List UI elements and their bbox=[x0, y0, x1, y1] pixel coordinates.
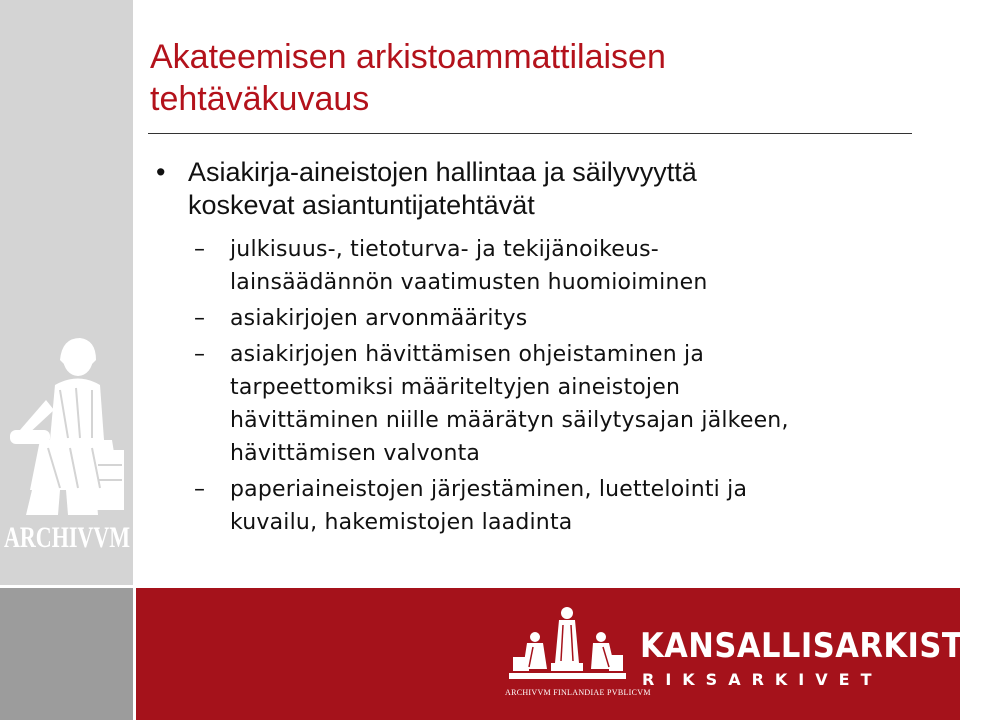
sub-item-appraisal bbox=[150, 302, 940, 335]
dash-icon: – bbox=[194, 477, 206, 502]
sub-item-legislation bbox=[150, 233, 940, 299]
sub-list bbox=[150, 233, 940, 539]
sub-item-line: paperiaineistojen järjestäminen, luettelointi ja bbox=[230, 477, 748, 502]
sub-item-line: kuvailu, hakemistojen laadinta bbox=[230, 510, 573, 535]
bullet-item bbox=[150, 156, 940, 222]
sub-item-arrangement bbox=[150, 473, 940, 539]
sub-item-disposal bbox=[150, 338, 940, 470]
archivum-emblem-icon bbox=[505, 603, 630, 698]
slide-content bbox=[150, 156, 940, 542]
bullet-line-2: koskevat asiantuntijatehtävät bbox=[188, 190, 535, 220]
sub-item-line: tarpeettomiksi määriteltyjen aineistojen bbox=[230, 375, 681, 400]
dash-icon: – bbox=[194, 342, 206, 367]
dash-icon: – bbox=[194, 237, 206, 262]
footer-gray-block bbox=[0, 588, 133, 720]
title-line-1: Akateemisen arkistoammattilaisen bbox=[150, 38, 666, 76]
brand-name: KANSALLISARKISTO bbox=[640, 626, 990, 666]
bullet-dot-icon: • bbox=[156, 157, 166, 187]
sub-item-line: asiakirjojen hävittämisen ohjeistaminen ja bbox=[230, 342, 705, 367]
dash-icon: – bbox=[194, 306, 206, 331]
title-divider bbox=[148, 133, 912, 134]
sub-item-line: hävittäminen niille määrätyn säilytysajan jälkeen, bbox=[230, 408, 789, 433]
sub-item-line: hävittämisen valvonta bbox=[230, 441, 481, 466]
sidebar bbox=[0, 0, 133, 585]
sub-item-line: lainsäädännön vaatimusten huomioiminen bbox=[230, 270, 708, 295]
archivum-wordmark bbox=[2, 515, 132, 555]
bullet-line-1: Asiakirja-aineistojen hallintaa ja säilyvyyttä bbox=[188, 157, 697, 187]
sub-item-line: julkisuus-, tietoturva- ja tekijänoikeus- bbox=[230, 237, 659, 262]
archivum-wordmark-text: ARCHIVVM bbox=[4, 521, 130, 554]
sub-item-line: asiakirjojen arvonmääritys bbox=[230, 306, 528, 331]
title-line-2: tehtäväkuvaus bbox=[150, 80, 370, 118]
archivum-statue-icon bbox=[0, 330, 133, 530]
emblem-caption: ARCHIVVM FINLANDIAE PVBLICVM bbox=[505, 688, 651, 697]
page-title bbox=[150, 36, 930, 120]
brand-subtitle: RIKSARKIVET bbox=[642, 670, 883, 689]
